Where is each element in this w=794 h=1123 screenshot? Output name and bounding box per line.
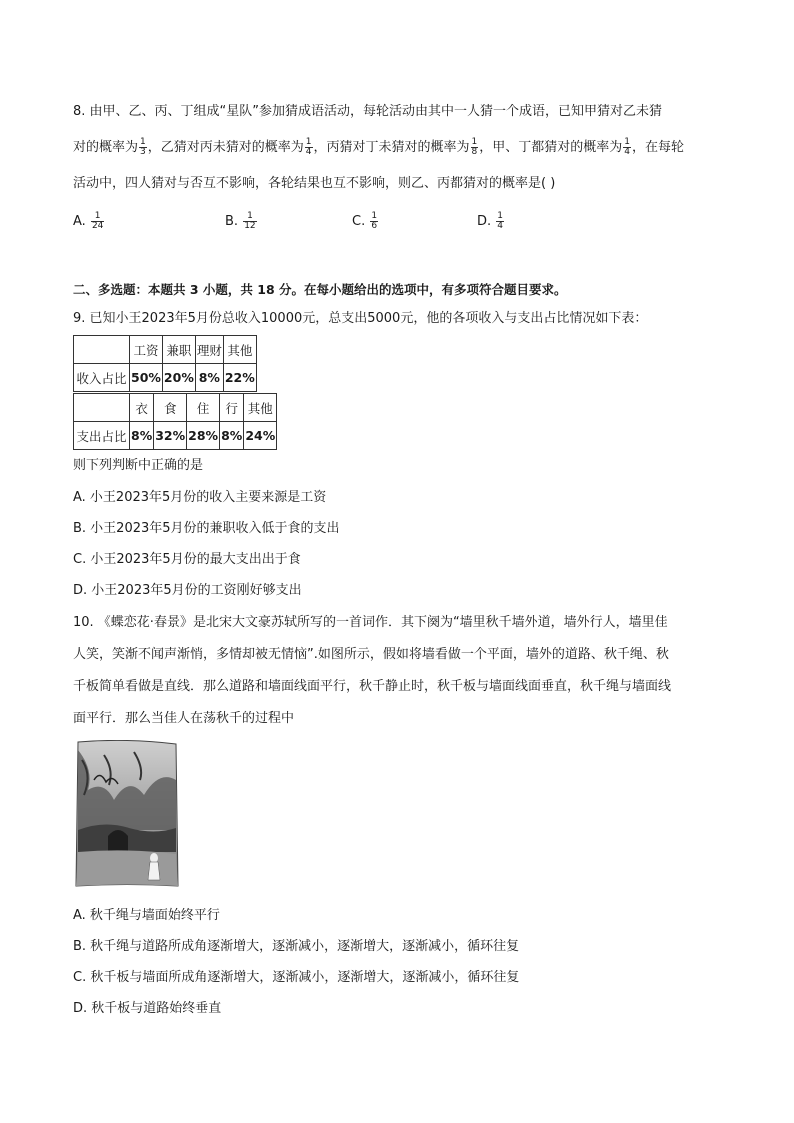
fraction: $\frac{1}{4}$ [624,137,630,157]
q10-line-1: 10. 《蝶恋花·春景》是北宋大文豪苏轼所写的一首词作．其下阕为“墙里秋千墙外道，墙外行人，墙里佳 [73,615,668,630]
q8-text-e: ，在每轮 [632,140,685,155]
fraction: $\frac{1}{6}$ [371,211,378,231]
q8-option-b[interactable]: B. $\frac{1}{12}$ [225,211,256,231]
fraction: $\frac{1}{12}$ [244,211,256,231]
q9-option-a[interactable]: A. 小王2023年5月份的收入主要来源是工资 [73,490,327,505]
q8-text-b: ，乙猜对丙未猜对的概率为 [147,140,304,155]
q8-text-a: 对的概率为 [73,140,139,155]
fraction: $\frac{1}{8}$ [471,137,478,157]
q9-option-c[interactable]: C. 小王2023年5月份的最大支出出于食 [73,552,301,567]
q10-line-4: 面平行．那么当佳人在荡秋千的过程中 [73,711,295,726]
q9-option-d[interactable]: D. 小王2023年5月份的工资刚好够支出 [73,583,302,598]
q10-option-b[interactable]: B. 秋千绳与道路所成角逐渐增大，逐渐减小，逐渐增大，逐渐减小，循环往复 [73,939,520,954]
fraction: $\frac{1}{4}$ [305,137,312,157]
table-row: 工资 兼职 理财 其他 [74,336,257,364]
table-row: 支出占比 8% 32% 28% 8% 24% [74,422,277,450]
q10-option-a[interactable]: A. 秋千绳与墙面始终平行 [73,908,220,923]
q8-option-a[interactable]: A. $\frac{1}{24}$ [73,211,104,231]
expense-table [73,393,277,450]
fraction: $\frac{1}{3}$ [140,137,146,157]
q10-line-2: 人笑，笑渐不闻声渐悄，多情却被无情恼”.如图所示，假如将墙看做一个平面，墙外的道路、秋千绳、秋 [73,647,669,662]
q8-option-d[interactable]: D. $\frac{1}{4}$ [477,211,504,231]
fraction: $\frac{1}{4}$ [497,211,504,231]
section-header: 二、多选题：本题共 3 小题，共 18 分。在每小题给出的选项中，有多项符合题目要求。 [73,282,567,297]
q8-line-2 [73,138,684,158]
q8-text-c: ，丙猜对丁未猜对的概率为 [313,140,470,155]
income-table [73,335,257,392]
fraction: $\frac{1}{24}$ [91,211,104,231]
q8-text-d: ，甲、丁都猜对的概率为 [479,140,623,155]
swing-painting-image [74,740,180,888]
table-row: 收入占比 50% 20% 8% 22% [74,364,257,392]
q10-option-c[interactable]: C. 秋千板与墙面所成角逐渐增大，逐渐减小，逐渐增大，逐渐减小，循环往复 [73,970,520,985]
q8-line-1: 8. 由甲、乙、丙、丁组成“星队”参加猜成语活动，每轮活动由其中一人猜一个成语，已知甲猜对乙未猜 [73,104,663,119]
table-row: 衣 食 住 行 其他 [74,394,277,422]
q10-line-3: 千板简单看做是直线．那么道路和墙面线面平行，秋千静止时，秋千板与墙面线面垂直，秋千绳与墙面线 [73,679,672,694]
q9-option-b[interactable]: B. 小王2023年5月份的兼职收入低于食的支出 [73,521,340,536]
q9-prompt: 则下列判断中正确的是 [73,458,204,473]
q10-option-d[interactable]: D. 秋千板与道路始终垂直 [73,1001,222,1016]
q9-stem: 9. 已知小王2023年5月份总收入10000元，总支出5000元，他的各项收入与支出占比情况如下表： [73,311,648,326]
q8-line-3: 活动中，四人猜对与否互不影响，各轮结果也互不影响，则乙、丙都猜对的概率是( ) [73,176,556,191]
q8-option-c[interactable]: C. $\frac{1}{6}$ [352,211,378,231]
